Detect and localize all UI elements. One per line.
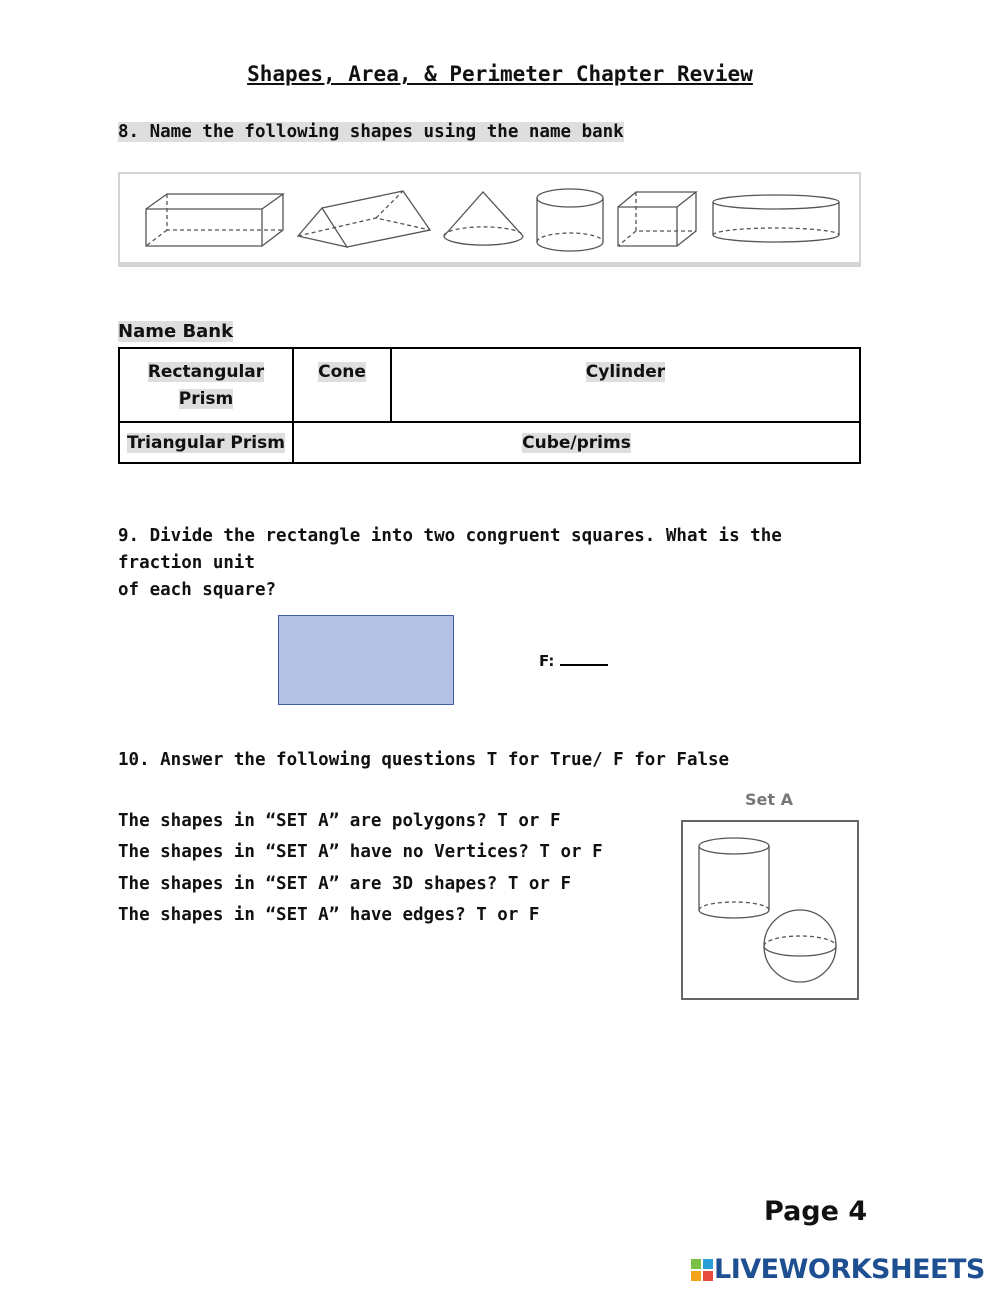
name-bank-term: Cone [318,362,366,382]
page-number: Page 4 [764,1196,868,1227]
liveworksheets-logo [690,1254,985,1285]
fraction-answer-label: F: [539,652,555,670]
set-a-cylinder [699,838,769,918]
set-a-label: Set A [745,790,793,809]
name-bank-cell [119,422,293,463]
statement-3: The shapes in “SET A” are 3D shapes? T or F [118,874,572,894]
table-row [119,422,860,463]
name-bank-label [118,321,233,342]
table-row [119,348,860,422]
name-bank-cell [293,422,860,463]
liveworksheets-logo-icon [690,1258,714,1282]
name-bank-table [118,347,861,464]
cone-shape [444,192,523,245]
cylinder-shape [537,189,603,251]
set-a-box [681,820,859,1000]
question-8-prompt [118,119,624,146]
statement-4: The shapes in “SET A” have edges? T or F [118,905,540,925]
question-9-prompt [118,523,868,604]
rectangular-prism-shape [146,194,283,246]
shapes-drawing [120,174,859,262]
page-title: Shapes, Area, & Perimeter Chapter Review [247,62,753,86]
statement-2: The shapes in “SET A” have no Vertices? T or F [118,842,603,862]
shapes-strip [118,172,861,267]
name-bank-term: Cube/prims [522,433,631,453]
name-bank-cell [391,348,860,422]
short-cylinder-shape [713,195,839,242]
question-10-prompt: 10. Answer the following questions T for True/ F for False [118,750,730,770]
question-9-line-2: of each square? [118,580,277,600]
name-bank-term: Cylinder [585,362,666,382]
liveworksheets-logo-text: LIVEWORKSHEETS [714,1254,985,1285]
name-bank-cell [119,348,293,422]
set-a-sphere [764,910,836,982]
name-bank-term: Triangular Prism [127,433,285,453]
triangular-prism-shape [298,191,430,247]
question-9-line-1: 9. Divide the rectangle into two congruent squares. What is the fraction unit [118,526,782,573]
cube-shape [618,192,696,246]
name-bank-label-text: Name Bank [118,321,234,342]
set-a-drawing [683,822,857,998]
name-bank-term: Rectangular Prism [147,362,265,409]
fraction-answer [539,652,608,670]
statement-1: The shapes in “SET A” are polygons? T or F [118,811,561,831]
name-bank-cell [293,348,391,422]
question-8-text: 8. Name the following shapes using the name bank [118,122,624,142]
divisible-rectangle[interactable] [278,615,454,705]
fraction-answer-blank[interactable] [560,652,608,666]
